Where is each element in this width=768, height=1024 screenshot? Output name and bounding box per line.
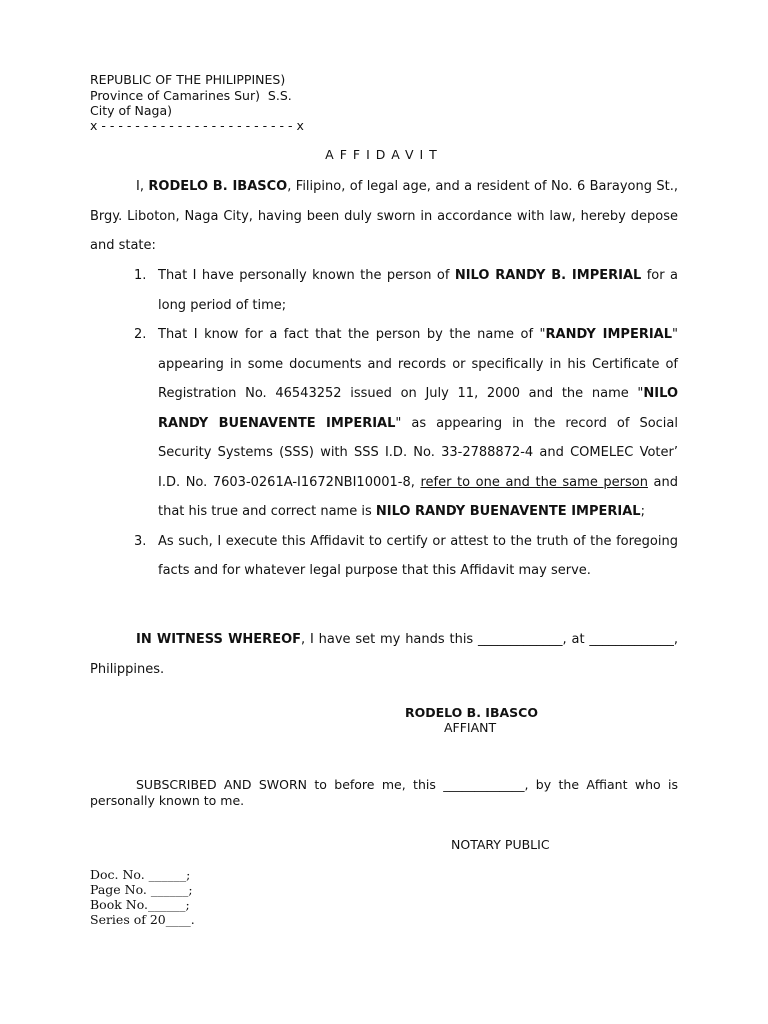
intro-paragraph — [90, 172, 678, 261]
item-text: " appearing in some documents and records or specifically in his Certificate of Registration No. 46543252 issued on July 11, 2000 and the name " — [158, 327, 679, 401]
page-number: Page No. ______; — [90, 882, 193, 897]
witness-paragraph — [90, 625, 678, 684]
item-bold: NILO RANDY B. IMPERIAL — [454, 268, 642, 283]
list-item — [134, 527, 678, 586]
jurat-paragraph: SUBSCRIBED AND SWORN to before me, this _____________, by the Affiant who is personally known to me. — [90, 777, 678, 808]
document-title: AFFIDAVIT — [325, 147, 443, 162]
witness-text: , I have set my hands this _____________, at _____________, Philippines. — [90, 632, 678, 677]
header-city: City of Naga) — [90, 103, 172, 118]
notarial-register — [90, 867, 195, 927]
item-bold: NILO RANDY BUENAVENTE IMPERIAL — [158, 386, 678, 431]
list-number: 3. — [134, 533, 147, 549]
signature-name: RODELO B. IBASCO — [405, 705, 538, 720]
item-bold: NILO RANDY BUENAVENTE IMPERIAL — [375, 504, 641, 519]
series-year: Series of 20____. — [90, 912, 195, 927]
header-republic: REPUBLIC OF THE PHILIPPINES) — [90, 72, 286, 87]
item-text: That I have personally known the person of — [158, 268, 455, 283]
item-bold: RANDY IMPERIAL — [545, 327, 673, 342]
notary-label: NOTARY PUBLIC — [451, 837, 550, 852]
witness-heading: IN WITNESS WHEREOF — [136, 632, 302, 647]
list-number: 1. — [134, 268, 147, 283]
signature-role: AFFIANT — [444, 720, 497, 735]
item-text: " as appearing in the record of Social Security Systems (SSS) with SSS I.D. No. 33-2788872-4 and COMELEC Voter’ I.D. No. 7603-0261A-I1672NBI10001-8, — [158, 415, 679, 490]
header-divider: x - - - - - - - - - - - - - - - - - - - - - - - x — [90, 118, 304, 133]
item-text: As such, I execute this Affidavit to certify or attest to the truth of the foregoing facts and for whatever legal purpose that this Affidavit may serve. — [158, 533, 678, 578]
item-text: ; — [640, 504, 645, 519]
statements-list — [134, 261, 678, 586]
book-number: Book No.______; — [90, 897, 190, 912]
header-province: Province of Camarines Sur) S.S. — [90, 88, 292, 103]
doc-number: Doc. No. ______; — [90, 867, 191, 882]
list-number: 2. — [134, 327, 147, 342]
list-item — [134, 261, 678, 320]
list-item — [134, 320, 678, 527]
item-text: and that his true and correct name is — [158, 474, 679, 519]
item-text: That I know for a fact that the person by the name of " — [158, 327, 546, 342]
intro-prefix: I, — [136, 179, 149, 194]
intro-text: , Filipino, of legal age, and a resident of No. 6 Barayong St., Brgy. Liboton, Naga City, having been duly sworn in accordance with law, hereby depose and state: — [90, 179, 679, 253]
affiant-name: RODELO B. IBASCO — [148, 179, 288, 194]
item-text: for a long period of time; — [158, 268, 679, 313]
item-underlined: refer to one and the same person — [420, 474, 648, 490]
